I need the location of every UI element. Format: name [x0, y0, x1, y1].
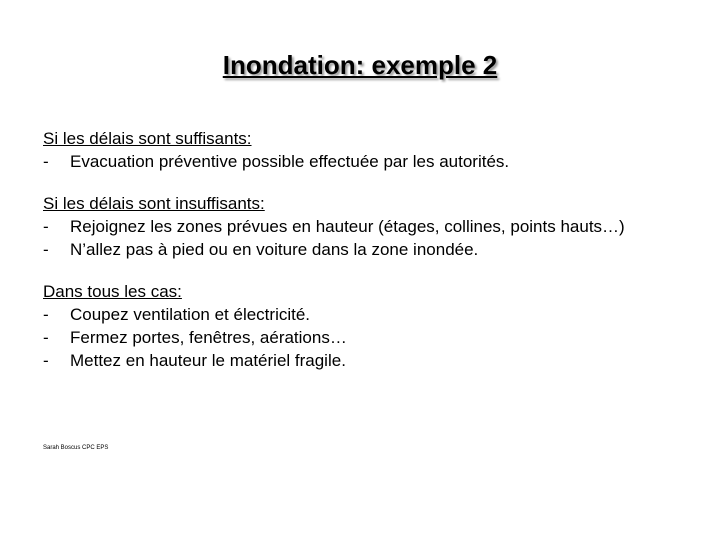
list-item-text: Mettez en hauteur le matériel fragile. — [70, 351, 346, 370]
section-heading: Dans tous les cas: — [43, 282, 182, 301]
footer-author: Sarah Boscus CPC EPS — [43, 445, 109, 451]
bullet-dash: - — [43, 240, 49, 259]
list-item-text: Rejoignez les zones prévues en hauteur (étages, collines, points hauts…) — [70, 217, 625, 236]
list-item-text: N’allez pas à pied ou en voiture dans la zone inondée. — [70, 240, 479, 259]
slide-content — [43, 127, 703, 391]
list-item-text: Fermez portes, fenêtres, aérations… — [70, 328, 347, 347]
list-item — [43, 349, 703, 372]
list-item — [43, 238, 703, 261]
list-item — [43, 326, 703, 349]
section-heading: Si les délais sont insuffisants: — [43, 194, 265, 213]
list-item — [43, 215, 703, 238]
section-heading: Si les délais sont suffisants: — [43, 129, 252, 148]
bullet-dash: - — [43, 152, 49, 171]
list-item-text: Evacuation préventive possible effectuée par les autorités. — [70, 152, 510, 171]
list-item-text: Coupez ventilation et électricité. — [70, 305, 311, 324]
section-tous-les-cas — [43, 280, 703, 372]
section-delais-insuffisants — [43, 192, 703, 261]
section-delais-suffisants — [43, 127, 703, 173]
list-item — [43, 150, 703, 173]
bullet-dash: - — [43, 351, 49, 370]
list-item — [43, 303, 703, 326]
slide-title: Inondation: exemple 2 — [222, 50, 498, 80]
bullet-dash: - — [43, 217, 49, 236]
bullet-dash: - — [43, 328, 49, 347]
bullet-dash: - — [43, 305, 49, 324]
